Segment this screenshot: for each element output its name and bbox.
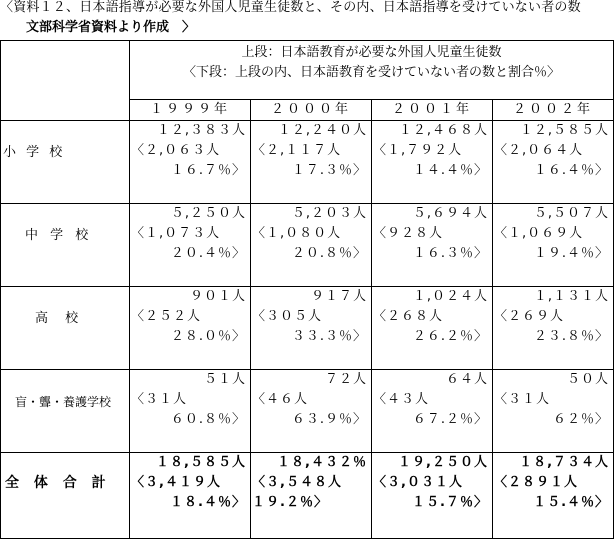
cell-total: １２,４６８人: [398, 123, 488, 138]
cell-rate: １６.４％〉: [533, 163, 610, 178]
cell-rate: １６.３％〉: [412, 246, 488, 261]
cell-count: 〈９２８人: [373, 226, 444, 241]
cell-total: ６４人: [445, 372, 488, 387]
cell-count: 〈３０５人: [252, 309, 323, 324]
data-cell: [372, 370, 493, 453]
cell-total: ７２人: [324, 372, 367, 387]
data-cell: [130, 204, 251, 287]
cell-total: ５１人: [203, 372, 246, 387]
cell-count: 〈２,０６３人: [131, 143, 221, 158]
cell-count: 〈３１人: [494, 392, 551, 407]
cell-total: １２,２４０人: [277, 123, 367, 138]
cell-rate: ２０.４％〉: [170, 246, 246, 261]
data-cell: [493, 287, 614, 370]
cell-rate: １５.４％〉: [533, 495, 610, 510]
row-label: 高 校: [35, 311, 79, 326]
total-cell: [493, 453, 614, 539]
cell-rate: ３３.３％〉: [291, 329, 367, 344]
cell-total: ５０人: [567, 372, 610, 387]
data-cell: [372, 121, 493, 204]
row-label-cell: [1, 121, 130, 204]
cell-count: 〈３１人: [131, 392, 188, 407]
cell-rate: ２８.０％〉: [170, 329, 246, 344]
table-row: [1, 287, 614, 370]
row-label-cell: [1, 370, 130, 453]
cell-count: 〈１,７９２人: [373, 143, 463, 158]
data-cell: [372, 204, 493, 287]
cell-count: 〈２,０６４人: [494, 143, 584, 158]
header-line-2: 〈下段：上段の内、日本語教育を受けていない者の数と割合％〉: [183, 65, 561, 80]
total-label-cell: [1, 453, 130, 539]
cell-rate: ２６.２％〉: [412, 329, 488, 344]
total-cell: [130, 453, 251, 539]
document-title: 〈資料１２、日本語指導が必要な外国人児童生徒数と、その内、日本語指導を受けていない者の数: [0, 0, 581, 15]
total-label: 全 体 合 計: [5, 475, 111, 491]
cell-total: １,１３１人: [533, 289, 610, 304]
row-label: 中 学 校: [25, 228, 93, 243]
total-row: [1, 453, 614, 539]
cell-total: １８,７３４人: [519, 455, 610, 470]
data-cell: [251, 287, 372, 370]
cell-count: 〈２,１１７人: [252, 143, 342, 158]
cell-rate: １７.３％〉: [291, 163, 367, 178]
cell-count: 〈３,０３１人: [373, 475, 463, 490]
table-row: [1, 204, 614, 287]
data-cell: [251, 370, 372, 453]
data-cell: [372, 287, 493, 370]
cell-rate: ６０.８％〉: [170, 412, 246, 427]
year-header: ２０００年: [251, 100, 372, 121]
row-label-cell: [1, 287, 130, 370]
cell-total: ５,２０３人: [291, 206, 367, 221]
cell-rate: １９.４％〉: [533, 246, 610, 261]
cell-count: 〈２６８人: [373, 309, 444, 324]
cell-total: ９１７人: [310, 289, 367, 304]
cell-total: １,０２４人: [412, 289, 488, 304]
table-header-row: [1, 41, 614, 100]
cell-rate: １９.２％〉: [252, 495, 328, 510]
cell-rate: １４.４％〉: [412, 163, 488, 178]
table-row: [1, 121, 614, 204]
cell-count: 〈１,０６９人: [494, 226, 584, 241]
corner-cell: [1, 41, 130, 121]
row-label: 盲・聾・養護学校: [15, 395, 112, 409]
cell-count: 〈１,０８０人: [252, 226, 342, 241]
data-table: [0, 40, 614, 539]
cell-count: 〈４３人: [373, 392, 430, 407]
data-cell: [493, 370, 614, 453]
data-cell: [130, 370, 251, 453]
table-row: [1, 370, 614, 453]
cell-total: ５,２５０人: [170, 206, 246, 221]
cell-total: １８,４３２％: [277, 455, 367, 470]
cell-total: １２,３８３人: [156, 123, 246, 138]
document-source: 文部科学省資料より作成 〉: [26, 20, 196, 35]
cell-rate: ６７.２％〉: [412, 412, 488, 427]
data-cell: [130, 287, 251, 370]
cell-count: 〈４６人: [252, 392, 309, 407]
year-header: ２００２年: [493, 100, 614, 121]
total-cell: [251, 453, 372, 539]
cell-count: 〈３,４１９人: [131, 475, 221, 490]
cell-total: ５,５０７人: [533, 206, 610, 221]
cell-total: １２,５８５人: [519, 123, 610, 138]
cell-count: 〈２５２人: [131, 309, 202, 324]
year-header: ２００１年: [372, 100, 493, 121]
row-label-cell: [1, 204, 130, 287]
cell-count: 〈２６９人: [494, 309, 565, 324]
cell-count: 〈２８９１人: [494, 475, 579, 490]
data-cell: [251, 204, 372, 287]
cell-rate: ６２％〉: [553, 412, 610, 427]
row-label: 小 学 校: [3, 145, 66, 160]
header-cell: [130, 41, 614, 100]
data-cell: [251, 121, 372, 204]
cell-total: １９,２５０人: [398, 455, 488, 470]
cell-rate: ２３.８％〉: [533, 329, 610, 344]
total-cell: [372, 453, 493, 539]
cell-rate: １８.４％〉: [170, 495, 246, 510]
data-cell: [493, 121, 614, 204]
data-cell: [130, 121, 251, 204]
cell-rate: ６３.９％〉: [291, 412, 367, 427]
header-line-1: 上段：日本語教育が必要な外国人児童生徒数: [241, 45, 502, 60]
cell-total: １８,５８５人: [156, 455, 246, 470]
year-header: １９９９年: [130, 100, 251, 121]
cell-rate: １５.７％〉: [412, 495, 488, 510]
cell-rate: ２０.８％〉: [291, 246, 367, 261]
data-cell: [493, 204, 614, 287]
cell-rate: １６.７％〉: [170, 163, 246, 178]
cell-count: 〈３,５４８人: [252, 475, 342, 490]
cell-total: ９０１人: [189, 289, 246, 304]
cell-total: ５,６９４人: [412, 206, 488, 221]
cell-count: 〈１,０７３人: [131, 226, 221, 241]
